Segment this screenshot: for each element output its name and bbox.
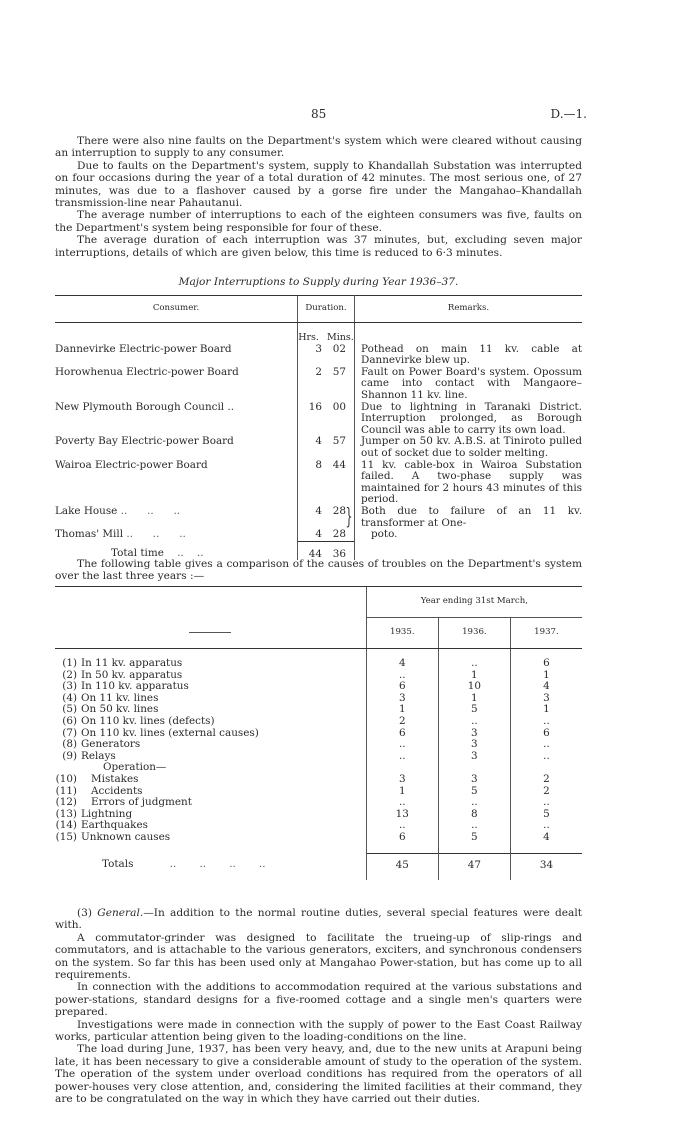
page-number: 85: [311, 107, 327, 121]
table-row: [55, 739, 582, 751]
column-header-consumer: Consumer.: [55, 296, 298, 323]
table-row: [55, 832, 582, 844]
minutes-cell: 44: [332, 458, 346, 471]
value-cell: 6: [366, 832, 438, 844]
value-cell: 3: [438, 774, 510, 786]
value-cell: 1: [438, 693, 510, 705]
cause-label: (11) Accidents: [55, 784, 143, 797]
minutes-cell: 57: [332, 365, 346, 378]
hours-cell: 3: [315, 342, 322, 355]
value-cell: 1: [510, 670, 582, 682]
paragraph: The average number of interruptions to each of the eighteen consumers was five, faults on the Department's system being responsible for four of these.: [55, 209, 582, 234]
cause-label: (14) Earthquakes: [55, 819, 148, 832]
consumer-cell: Wairoa Electric-power Board: [55, 458, 208, 471]
value-cell: ..: [438, 658, 510, 670]
cause-label: Operation—: [103, 761, 167, 774]
value-cell: 4: [510, 832, 582, 844]
cause-label: (1) In 11 kv. apparatus: [62, 657, 183, 669]
total-1937: 34: [510, 853, 582, 880]
hours-cell: 2: [315, 365, 322, 378]
value-cell: 13: [366, 809, 438, 821]
consumer-cell: New Plymouth Borough Council ..: [55, 400, 235, 413]
remarks-cell: 11 kv. cable-box in Wairoa Substation failed. A two-phase supply was maintained for 2 hours 43 minutes of this period.: [361, 458, 582, 506]
table-row: [55, 460, 582, 506]
remarks-cell: Fault on Power Board's system. Opossum came into contact with Mangaore–Shannon 11 kv. line.: [361, 365, 582, 401]
hours-cell: 4: [315, 504, 322, 517]
paragraph: The following table gives a comparison of the causes of troubles on the Department's system over the last three years :—: [55, 558, 582, 583]
value-cell: 5: [438, 786, 510, 798]
year-header: 1936.: [438, 618, 510, 649]
table-row: [55, 436, 582, 459]
consumer-cell: Poverty Bay Electric-power Board: [55, 435, 234, 448]
cause-label: (8) Generators: [62, 738, 141, 751]
table-row: [55, 529, 582, 541]
value-cell: 1: [366, 786, 438, 798]
value-cell: ..: [438, 820, 510, 832]
column-header-remarks: Remarks.: [355, 296, 583, 323]
table-row: [55, 367, 582, 402]
paragraph: There were also nine faults on the Department's system which were cleared without causing an interruption to supply to any consumer.: [55, 135, 582, 160]
value-cell: ..: [510, 751, 582, 763]
table-caption: Major Interruptions to Supply during Year 1936–37.: [178, 276, 459, 288]
year-header: 1935.: [366, 618, 438, 649]
hours-cell: 16: [308, 400, 322, 413]
brace-icon: }: [345, 504, 353, 530]
value-cell: 1: [510, 704, 582, 716]
value-cell: 3: [438, 728, 510, 740]
total-1936: 47: [438, 853, 510, 880]
total-1935: 45: [366, 853, 438, 880]
hours-unit: Hrs.: [298, 332, 319, 343]
consumer-cell: Lake House .. .. ..: [55, 504, 181, 517]
total-hours: 44: [308, 547, 322, 560]
remarks-cell: Both due to failure of an 11 kv. transformer at One-: [361, 504, 582, 529]
value-cell: ..: [366, 670, 438, 682]
cause-label: (4) On 11 kv. lines: [62, 691, 159, 704]
paragraph: A commutator-grinder was designed to facilitate the trueing-up of slip-rings and commutators, and is attachable to the various generators, exciters, and synchronous condensers on the system. So far this has been used only at Mangahao Power-station, but has come up to all requirements.: [55, 931, 582, 982]
value-cell: 5: [438, 704, 510, 716]
minutes-cell: 02: [332, 342, 346, 355]
value-cell: 3: [366, 774, 438, 786]
value-cell: 6: [510, 728, 582, 740]
paragraph: Investigations were made in connection with the supply of power to the East Coast Railway works, particular attention being given to the loading-conditions on the line.: [55, 1018, 582, 1044]
remarks-cell: Pothead on main 11 kv. cable at Dannevirke blew up.: [361, 342, 582, 367]
minutes-cell: 28: [332, 528, 346, 541]
document-code: D.—1.: [550, 107, 587, 121]
consumer-cell: Horowhenua Electric-power Board: [55, 365, 239, 378]
intro-text: [55, 135, 582, 259]
causes-table: [55, 586, 582, 880]
paragraph: The average duration of each interruption was 37 minutes, but, excluding seven major interruptions, details of which are given below, this time is reduced to 6·3 minutes.: [55, 234, 582, 259]
minutes-unit: Mins.: [326, 332, 354, 343]
value-cell: ..: [510, 739, 582, 751]
table-row: [55, 402, 582, 437]
paragraph: In connection with the additions to accommodation required at the various substations and power-stations, standard designs for a five-roomed cottage and a single men's quarters were prepared.: [55, 981, 582, 1019]
value-cell: 4: [366, 658, 438, 670]
value-cell: 2: [510, 786, 582, 798]
value-cell: 4: [510, 681, 582, 693]
table-row: [55, 344, 582, 367]
year-group-header: Year ending 31st March,: [366, 587, 582, 618]
value-cell: 3: [438, 739, 510, 751]
value-cell: ..: [510, 820, 582, 832]
cause-label: (3) In 110 kv. apparatus: [62, 680, 189, 693]
value-cell: ..: [438, 716, 510, 728]
value-cell: 3: [366, 693, 438, 705]
value-cell: ..: [366, 820, 438, 832]
table-row: [55, 658, 582, 670]
cause-label: (9) Relays: [62, 749, 116, 762]
value-cell: ..: [510, 716, 582, 728]
value-cell: 6: [510, 658, 582, 670]
table-row: [55, 797, 582, 809]
value-cell: 5: [510, 809, 582, 821]
table-row: [55, 716, 582, 728]
hours-cell: 4: [315, 435, 322, 448]
value-cell: ..: [366, 739, 438, 751]
section-heading: General.: [97, 907, 144, 919]
value-cell: 6: [366, 681, 438, 693]
cause-label: (6) On 110 kv. lines (defects): [62, 714, 215, 727]
value-cell: ..: [438, 797, 510, 809]
paragraph: Due to faults on the Department's system, supply to Khandallah Substation was interrupted on four occasions during the year of a total duration of 42 minutes. The most serious one, of 27 minutes, was due to a flashover caused by a gorse fire under the Mangahao–Khandallah transmission-line near Pahautanui.: [55, 159, 582, 210]
totals-label: Totals .. .. .. ..: [102, 858, 266, 870]
paragraph: (3) General.—In addition to the normal routine duties, several special features were dealt with.: [55, 907, 582, 932]
cause-label: (7) On 110 kv. lines (external causes): [62, 726, 259, 739]
remarks-cell: Due to lightning in Taranaki District. Interruption prolonged, as Borough Council was able to carry its own load.: [361, 400, 582, 436]
value-cell: 1: [366, 704, 438, 716]
column-header-duration: Duration.: [298, 296, 355, 323]
remarks-cell: Jumper on 50 kv. A.B.S. at Tiniroto pulled out of socket due to solder melting.: [361, 435, 582, 459]
value-cell: 2: [366, 716, 438, 728]
consumer-cell: Thomas' Mill .. .. ..: [55, 528, 186, 541]
table-row: [55, 774, 582, 786]
interruptions-table: [55, 295, 582, 560]
value-cell: 1: [438, 670, 510, 682]
year-header: 1937.: [510, 618, 582, 649]
value-cell: 10: [438, 681, 510, 693]
consumer-cell: Dannevirke Electric-power Board: [55, 342, 232, 355]
hours-cell: 4: [315, 528, 322, 541]
value-cell: ..: [366, 751, 438, 763]
cause-label: (13) Lightning: [55, 807, 133, 820]
paragraph: The load during June, 1937, has been very heavy, and, due to the new units at Arapuni being late, it has been necessary to give a considerable amount of study to the operation of the system. The operation of the system under overload conditions has required from the operators of all power-houses very close attention, and, considering the limited facilities at their command, they are to be congratulated on the way in which they have carried out their duties.: [55, 1043, 582, 1106]
cause-label: (2) In 50 kv. apparatus: [62, 668, 183, 681]
minutes-cell: 28: [332, 504, 346, 517]
table-row: [55, 506, 582, 529]
page-header: [55, 107, 587, 128]
value-cell: 3: [438, 751, 510, 763]
total-label: Total time .. ..: [111, 547, 204, 560]
general-section: [55, 907, 582, 1106]
minutes-cell: 57: [332, 435, 346, 448]
cause-label: (15) Unknown causes: [55, 830, 171, 843]
comparison-intro: [55, 558, 582, 583]
cause-label: (5) On 50 kv. lines: [62, 703, 159, 716]
totals-row: [55, 853, 582, 880]
cause-label: (12) Errors of judgment: [55, 796, 192, 809]
value-cell: 8: [438, 809, 510, 821]
value-cell: ..: [510, 797, 582, 809]
total-minutes: 36: [332, 547, 346, 560]
value-cell: 3: [510, 693, 582, 705]
value-cell: 2: [510, 774, 582, 786]
value-cell: 5: [438, 832, 510, 844]
remarks-cell: poto.: [371, 528, 398, 541]
value-cell: 6: [366, 728, 438, 740]
cause-label: (10) Mistakes: [55, 772, 139, 785]
hours-cell: 8: [315, 458, 322, 471]
value-cell: ..: [366, 797, 438, 809]
minutes-cell: 00: [332, 400, 346, 413]
